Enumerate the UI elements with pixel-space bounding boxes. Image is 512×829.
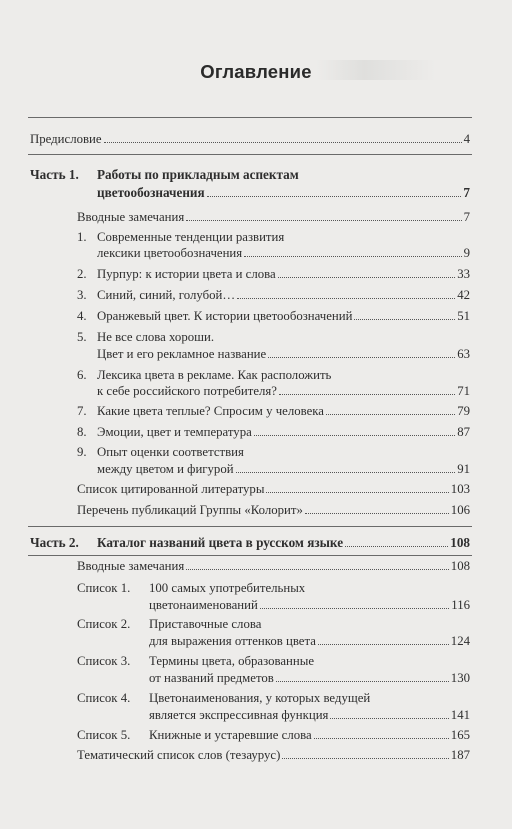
toc-entry-item[interactable]	[97, 424, 470, 440]
toc-entry-item[interactable]	[97, 287, 470, 303]
dot-leader	[236, 472, 456, 473]
toc-entry-preface[interactable]	[30, 131, 470, 147]
page-number: 9	[463, 246, 470, 260]
entry-label: Тематический список слов (тезаурус)	[77, 748, 281, 762]
entry-label: Список цитированной литературы	[77, 482, 265, 496]
toc-entry-item[interactable]	[97, 461, 470, 477]
list-number: Список 1.	[77, 581, 131, 595]
dot-leader	[266, 492, 448, 493]
item-number: 4.	[77, 309, 87, 323]
toc-entry-literature[interactable]	[77, 481, 470, 497]
dot-leader	[318, 644, 449, 645]
part1-number: Часть 1.	[30, 167, 79, 182]
entry-label: цветообозначения	[97, 185, 205, 200]
page-number: 187	[450, 748, 470, 762]
dot-leader	[354, 319, 455, 320]
page-number: 63	[457, 347, 470, 361]
item-number: 7.	[77, 404, 87, 418]
page-number: 4	[463, 132, 470, 146]
list-number: Список 5.	[77, 728, 131, 742]
toc-entry-thesaurus[interactable]	[77, 747, 470, 763]
item-number: 1.	[77, 230, 87, 244]
list-title-line1: Цветонаименования, у которых ведущей	[149, 691, 371, 705]
item-number: 3.	[77, 288, 87, 302]
entry-label: Вводные замечания	[77, 559, 185, 573]
divider-part1	[28, 154, 472, 155]
dot-leader	[254, 435, 455, 436]
toc-entry-publications[interactable]	[77, 502, 470, 518]
entry-label: Пурпур: к истории цвета и слова	[97, 267, 276, 281]
divider-part2	[28, 526, 472, 527]
dot-leader	[305, 513, 449, 514]
page-number: 91	[457, 462, 470, 476]
dot-leader	[207, 196, 462, 197]
page-number: 106	[450, 503, 470, 517]
dot-leader	[330, 718, 448, 719]
toc-entry-part1-intro[interactable]	[77, 209, 470, 225]
item-title-line1: Не все слова хороши.	[97, 330, 215, 344]
dot-leader	[268, 357, 455, 358]
dot-leader	[186, 569, 449, 570]
list-title-line1: Термины цвета, образованные	[149, 654, 315, 668]
list-number: Список 4.	[77, 691, 131, 705]
page-number: 103	[450, 482, 470, 496]
toc-entry-part2-intro[interactable]	[77, 558, 470, 574]
item-number: 6.	[77, 368, 87, 382]
entry-label: Синий, синий, голубой…	[97, 288, 236, 302]
page-number: 141	[450, 708, 470, 722]
entry-label: Предисловие	[30, 132, 102, 146]
entry-label: от названий предметов	[149, 671, 274, 685]
toc-entry-item[interactable]	[97, 266, 470, 282]
item-number: 9.	[77, 445, 87, 459]
item-title-line1: Современные тенденции развития	[97, 230, 285, 244]
page-number: 33	[457, 267, 470, 281]
dot-leader	[186, 220, 461, 221]
dot-leader	[282, 758, 448, 759]
toc-entry-item[interactable]	[97, 308, 470, 324]
toc-entry-list[interactable]	[149, 633, 470, 649]
list-title-line1: Приставочные слова	[149, 617, 262, 631]
entry-label: Книжные и устаревшие слова	[149, 728, 312, 742]
page-number: 87	[457, 425, 470, 439]
entry-label: Вводные замечания	[77, 210, 185, 224]
page-number: 42	[457, 288, 470, 302]
entry-label: лексики цветообозначения	[97, 246, 243, 260]
entry-label: Эмоции, цвет и температура	[97, 425, 252, 439]
dot-leader	[278, 277, 456, 278]
entry-label: Каталог названий цвета в русском языке	[97, 535, 344, 550]
list-number: Список 3.	[77, 654, 131, 668]
item-number: 8.	[77, 425, 87, 439]
page-number: 165	[450, 728, 470, 742]
page-number: 79	[457, 404, 470, 418]
dot-leader	[314, 738, 449, 739]
dot-leader	[279, 394, 455, 395]
page-number: 7	[463, 185, 470, 200]
part1-title-line1: Работы по прикладным аспектам	[97, 167, 299, 182]
part2-number: Часть 2.	[30, 535, 79, 550]
page-number: 130	[450, 671, 470, 685]
entry-label: Какие цвета теплые? Спросим у человека	[97, 404, 324, 418]
toc-entry-item[interactable]	[97, 383, 470, 399]
entry-label: для выражения оттенков цвета	[149, 634, 316, 648]
toc-entry-list[interactable]	[149, 597, 470, 613]
item-title-line1: Лексика цвета в рекламе. Как расположить	[97, 368, 332, 382]
page-number: 116	[451, 598, 470, 612]
page-number: 51	[457, 309, 470, 323]
toc-entry-list[interactable]	[149, 727, 470, 743]
list-number: Список 2.	[77, 617, 131, 631]
page-number: 7	[463, 210, 470, 224]
dot-leader	[244, 256, 461, 257]
dot-leader	[260, 608, 449, 609]
toc-entry-part2[interactable]	[97, 535, 470, 551]
entry-label: к себе российского потребителя?	[97, 384, 277, 398]
toc-entry-item[interactable]	[97, 245, 470, 261]
entry-label: Цвет и его рекламное название	[97, 347, 267, 361]
page-number: 124	[450, 634, 470, 648]
entry-label: Оранжевый цвет. К истории цветообозначений	[97, 309, 353, 323]
dot-leader	[237, 298, 455, 299]
dot-leader	[104, 142, 462, 143]
toc-entry-part1[interactable]	[97, 185, 470, 201]
item-number: 5.	[77, 330, 87, 344]
item-title-line1: Опыт оценки соответствия	[97, 445, 244, 459]
entry-label: цветонаименований	[149, 598, 258, 612]
dot-leader	[326, 414, 455, 415]
dot-leader	[345, 546, 448, 547]
toc-entry-item[interactable]	[97, 403, 470, 419]
toc-entry-list[interactable]	[149, 707, 470, 723]
entry-label: Перечень публикаций Группы «Колорит»	[77, 503, 303, 517]
page-title: Оглавление	[200, 61, 312, 82]
toc-entry-item[interactable]	[97, 346, 470, 362]
divider-top	[28, 117, 472, 118]
toc-entry-list[interactable]	[149, 670, 470, 686]
page-number: 71	[457, 384, 470, 398]
divider-part2-heading	[28, 555, 472, 556]
entry-label: является экспрессивная функция	[149, 708, 329, 722]
page-number: 108	[450, 559, 470, 573]
item-number: 2.	[77, 267, 87, 281]
dot-leader	[276, 681, 449, 682]
entry-label: между цветом и фигурой	[97, 462, 234, 476]
list-title-line1: 100 самых употребительных	[149, 581, 306, 595]
page-number: 108	[450, 535, 470, 550]
